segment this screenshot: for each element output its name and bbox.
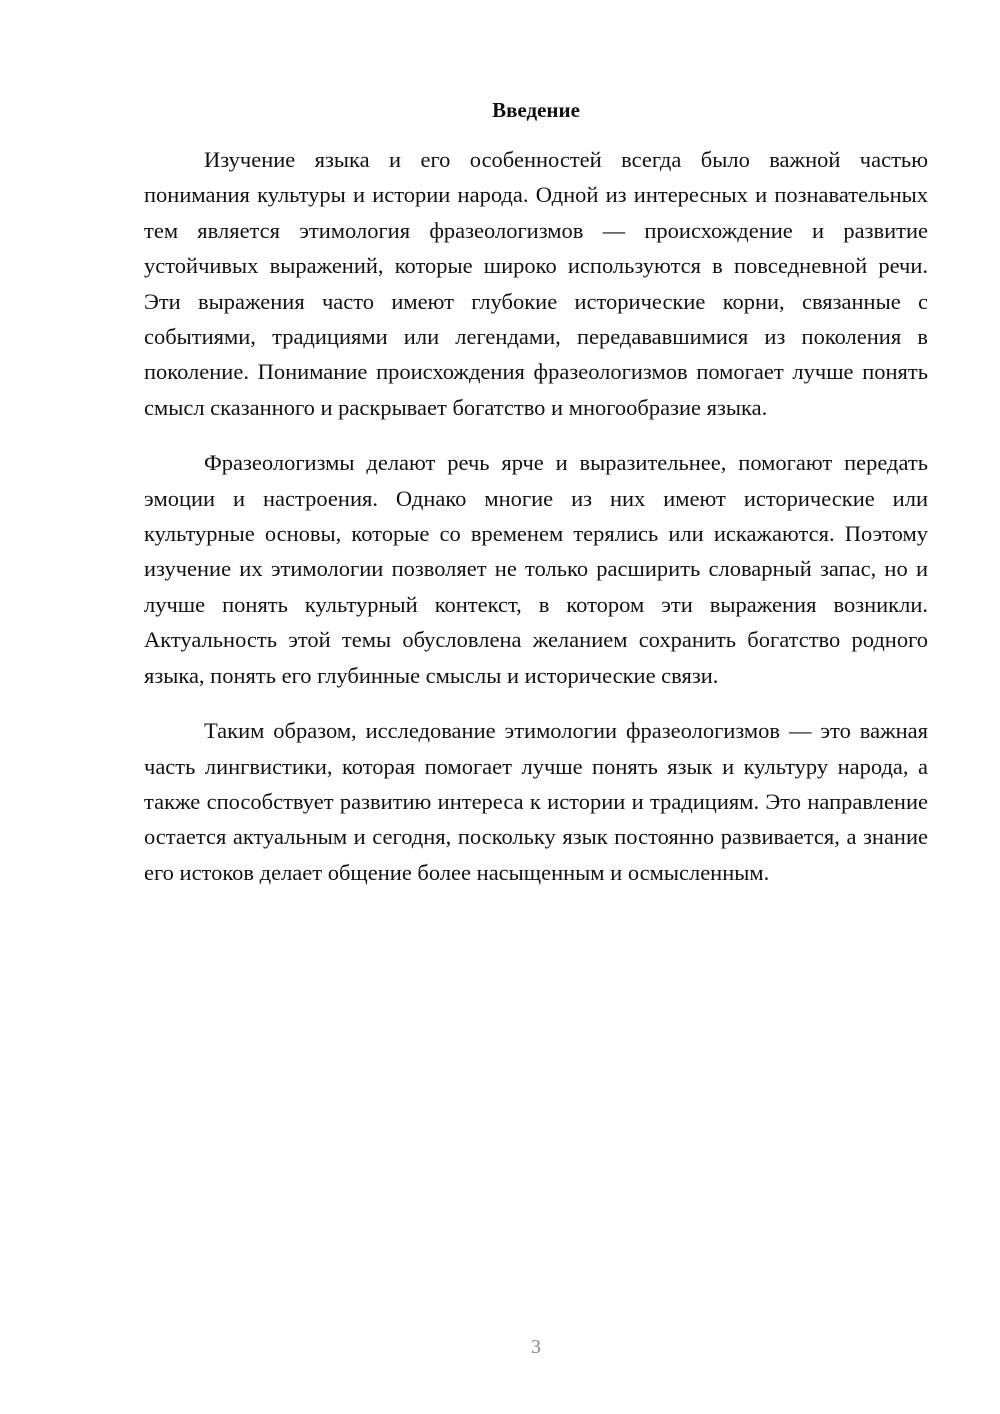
page-title: Введение (492, 98, 580, 122)
document-body (144, 142, 928, 910)
paragraph-3: Таким образом, исследование этимологии фразеологизмов — это важная часть лингвистики, которая помогает лучше понять язык и культуру народа, а также способствует развитию интереса к истории и традициям. Это направление остается актуальным и сегодня, поскольку язык постоянно развивается, а знание его истоков делает общение более насыщенным и осмысленным. (144, 718, 928, 885)
page-number: 3 (531, 1336, 541, 1358)
paragraph-1: Изучение языка и его особенностей всегда было важной частью понимания культуры и истории народа. Одной из интересных и познавательных тем является этимология фразеологизмов — происхождение и развитие устойчивых выражений, которые широко используются в повседневной речи. Эти выражения часто имеют глубокие исторические корни, связанные с событиями, традициями или легендами, передававшимися из поколения в поколение. Понимание происхождения фразеологизмов помогает лучше понять смысл сказанного и раскрывает богатство и многообразие языка. (144, 147, 928, 420)
paragraph-2: Фразеологизмы делают речь ярче и выразительнее, помогают передать эмоции и настроения. Однако многие из них имеют исторические или культурные основы, которые со временем терялись или искажаются. Поэтому изучение их этимологии позволяет не только расширить словарный запас, но и лучше понять культурный контекст, в котором эти выражения возникли. Актуальность этой темы обусловлена желанием сохранить богатство родного языка, понять его глубинные смыслы и исторические связи. (144, 450, 928, 688)
